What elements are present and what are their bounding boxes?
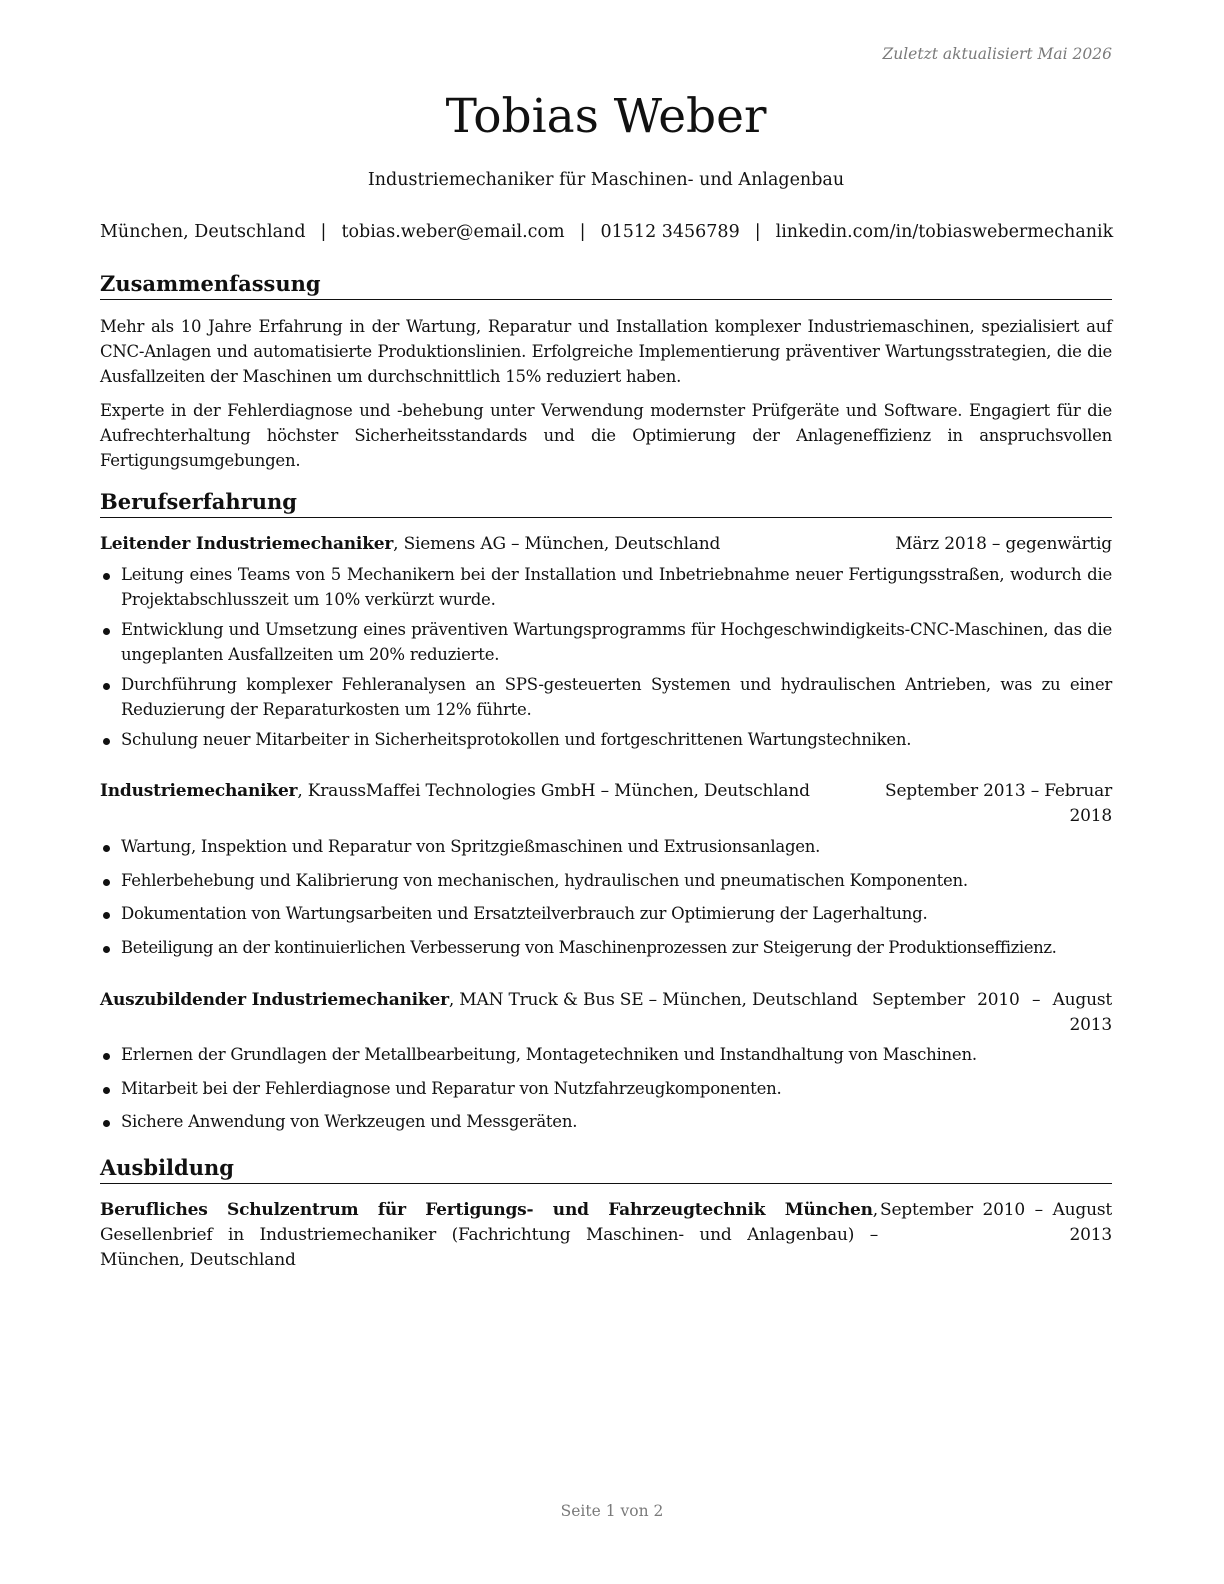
job-bullet-list	[100, 1042, 1112, 1134]
page-number: Seite 1 von 2	[560, 1502, 664, 1520]
bullet-text: Wartung, Inspektion und Reparatur von Spritzgießmaschinen und Extrusionsanlagen.	[121, 837, 821, 856]
bullet-text: Entwicklung und Umsetzung eines präventiven Wartungsprogramms für Hochgeschwindigkeits-CNC-Maschinen, das die ungeplanten Ausfallzeiten um 20% reduzierte.	[121, 620, 1112, 664]
section-heading-summary: Zusammenfassung	[100, 271, 1112, 300]
job-dates: September 2013 – Februar 2018	[885, 781, 1112, 826]
job-title-line	[100, 532, 870, 557]
contact-email[interactable]: tobias.weber@email.com	[341, 222, 565, 242]
job-dates: März 2018 – gegenwärtig	[895, 534, 1112, 554]
job-title: Auszubildender Industriemechaniker	[100, 990, 449, 1010]
contact-location: München, Deutschland	[100, 222, 306, 242]
bullet-icon	[103, 683, 110, 690]
contact-line	[100, 220, 1112, 244]
candidate-name: Tobias Weber	[445, 89, 767, 144]
bullet-text: Sichere Anwendung von Werkzeugen und Messgeräten.	[121, 1112, 578, 1131]
contact-separator: |	[320, 222, 327, 242]
bullet-icon	[103, 738, 110, 745]
contact-phone: 01512 3456789	[600, 222, 740, 242]
contact-linkedin[interactable]: linkedin.com/in/tobiaswebermechanik	[775, 222, 1114, 242]
bullet-text: Dokumentation von Wartungsarbeiten und Ersatzteilverbrauch zur Optimierung der Lagerhaltung.	[121, 904, 928, 923]
list-item	[100, 562, 1112, 612]
bullet-icon	[103, 1053, 110, 1060]
education-dates: September 2010 – August 2013	[880, 1200, 1112, 1245]
job-title: Leitender Industriemechaniker	[100, 534, 394, 554]
job-header	[100, 532, 1112, 557]
job-title-line	[100, 988, 870, 1013]
job-dates: September 2010 – August 2013	[872, 990, 1112, 1035]
bullet-text: Schulung neuer Mitarbeiter in Sicherheitsprotokollen und fortgeschrittenen Wartungstechniken.	[121, 730, 912, 749]
bullet-text: Erlernen der Grundlagen der Metallbearbeitung, Montagetechniken und Instandhaltung von Maschinen.	[121, 1045, 977, 1064]
job-title: Industriemechaniker	[100, 781, 298, 801]
list-item	[100, 868, 1112, 893]
list-item	[100, 1042, 1112, 1067]
job-bullet-list	[100, 834, 1112, 960]
section-heading-experience: Berufserfahrung	[100, 489, 1112, 518]
bullet-icon	[103, 1087, 110, 1094]
job-bullet-list	[100, 562, 1112, 752]
education-institution: Berufliches Schulzentrum für Fertigungs- und Fahrzeugtechnik München	[100, 1200, 873, 1220]
last-updated-note: Zuletzt aktualisiert Mai 2026	[882, 45, 1112, 63]
bullet-text: Fehlerbehebung und Kalibrierung von mechanischen, hydraulischen und pneumatischen Komponenten.	[121, 870, 968, 890]
job-company: , KraussMaffei Technologies GmbH – München, Deutschland	[297, 781, 810, 801]
education-entry	[100, 1198, 1112, 1273]
bullet-icon	[103, 1120, 110, 1127]
bullet-icon	[103, 912, 110, 919]
bullet-text: Durchführung komplexer Fehleranalysen an SPS-gesteuerten Systemen und hydraulischen Antrieben, was zu einer Reduzierung der Reparaturkosten um 12% führte.	[121, 675, 1112, 719]
list-item	[100, 1109, 1112, 1134]
bullet-icon	[103, 946, 110, 953]
education-text	[100, 1198, 878, 1273]
section-heading-education: Ausbildung	[100, 1155, 1112, 1184]
job-header	[100, 988, 1112, 1035]
bullet-text: Mitarbeit bei der Fehlerdiagnose und Reparatur von Nutzfahrzeugkomponenten.	[121, 1078, 782, 1098]
job-title-line	[100, 779, 870, 804]
bullet-icon	[103, 845, 110, 852]
bullet-text: Beteiligung an der kontinuierlichen Verbesserung von Maschinenprozessen zur Steigerung der Produktionseffizienz.	[121, 937, 1057, 957]
list-item	[100, 617, 1112, 667]
list-item	[100, 727, 1112, 752]
list-item	[100, 1076, 1112, 1101]
contact-separator: |	[579, 222, 586, 242]
bullet-text: Leitung eines Teams von 5 Mechanikern bei der Installation und Inbetriebnahme neuer Fertigungsstraßen, wodurch die Projektabschlusszeit um 10% verkürzt wurde.	[121, 565, 1112, 609]
list-item	[100, 901, 1112, 926]
bullet-icon	[103, 573, 110, 580]
job-company: , Siemens AG – München, Deutschland	[393, 534, 721, 554]
bullet-icon	[103, 628, 110, 635]
bullet-icon	[103, 879, 110, 886]
education-detail: , Gesellenbrief in Industriemechaniker (Fachrichtung Maschinen- und Anlagenbau) – München, Deutschland	[100, 1200, 878, 1270]
job-company: , MAN Truck & Bus SE – München, Deutschland	[448, 990, 858, 1010]
list-item	[100, 935, 1112, 960]
summary-paragraph: Experte in der Fehlerdiagnose und -behebung unter Verwendung modernster Prüfgeräte und Software. Engagiert für die Aufrechterhaltung höchster Sicherheitsstandards und die Optimierung der Anlageneffizienz in anspruchsvollen Fertigungsumgebungen.	[100, 401, 1112, 470]
list-item	[100, 672, 1112, 722]
job-header	[100, 779, 1112, 826]
candidate-headline: Industriemechaniker für Maschinen- und Anlagenbau	[367, 170, 845, 190]
list-item	[100, 834, 1112, 859]
summary-paragraph: Mehr als 10 Jahre Erfahrung in der Wartung, Reparatur und Installation komplexer Industriemaschinen, spezialisiert auf CNC-Anlagen und automatisierte Produktionslinien. Erfolgreiche Implementierung präventiver Wartungsstrategien, die die Ausfallzeiten der Maschinen um durchschnittlich 15% reduziert haben.	[100, 317, 1112, 386]
contact-separator: |	[754, 222, 761, 242]
